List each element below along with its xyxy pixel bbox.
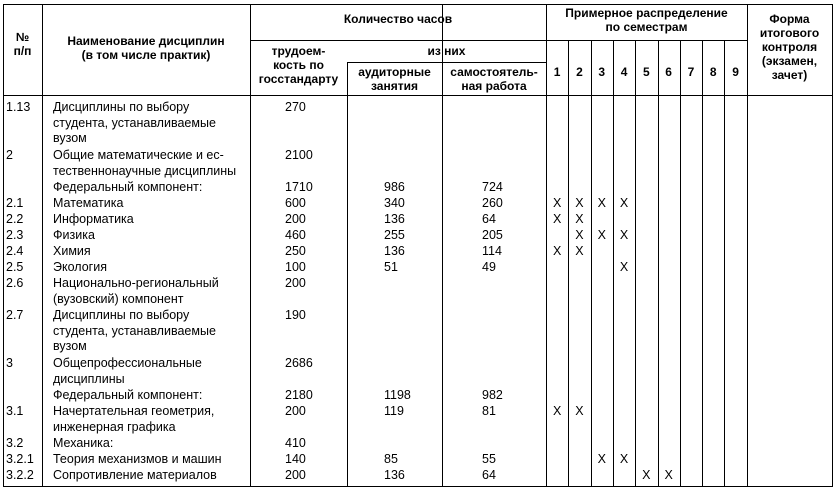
row-self: 55 (482, 452, 496, 466)
semester-mark: X (597, 196, 606, 210)
semester-mark: X (664, 468, 673, 482)
row-labor: 140 (285, 452, 306, 466)
semester-mark: X (575, 212, 584, 226)
row-aud: 1198 (384, 388, 411, 402)
row-name: студента, устанавливаемые (53, 115, 216, 130)
column-divider (3, 4, 4, 487)
semester-divider (591, 41, 592, 487)
table-bottom-border (3, 486, 832, 487)
row-labor: 410 (285, 436, 306, 450)
semester-mark: X (619, 228, 629, 242)
row-num: 3.1 (6, 404, 24, 418)
row-name: студента, устанавливаемые (53, 323, 216, 338)
row-self: 724 (482, 180, 503, 194)
row-self: 205 (482, 228, 503, 242)
row-labor: 2180 (285, 388, 313, 402)
row-name: Общепрофессиональные (53, 356, 202, 370)
semester-mark: X (575, 228, 584, 242)
row-aud: 255 (384, 228, 405, 242)
header-self: самостоятель- ная работа (450, 65, 538, 93)
row-name: вузом (53, 339, 87, 353)
row-name: Экология (53, 260, 107, 274)
row-num: 3.2 (6, 436, 24, 450)
semester-divider (724, 41, 725, 487)
semester-mark: X (575, 196, 584, 210)
row-name: Механика: (53, 436, 114, 450)
row-aud: 85 (384, 452, 398, 466)
header-aud: аудиторные занятия (358, 65, 431, 93)
row-name: Теория механизмов и машин (53, 452, 222, 466)
of-them-subheader-line (347, 62, 546, 63)
header-control: Форма итогового контроля (экзамен, зачет) (759, 12, 820, 82)
column-divider (347, 63, 348, 487)
row-name: тественнонаучные дисциплины (53, 163, 237, 178)
header-semester-6: 6 (665, 65, 672, 79)
semester-divider (635, 41, 636, 487)
table-top-border (3, 4, 832, 5)
row-labor: 200 (285, 276, 306, 290)
row-name: Дисциплины по выбору (53, 100, 190, 114)
row-labor: 190 (285, 308, 306, 322)
header-bottom-border (3, 95, 832, 96)
semester-mark: X (597, 228, 606, 242)
semester-divider (568, 41, 569, 487)
row-labor: 200 (285, 212, 306, 226)
semester-divider (702, 41, 703, 487)
row-name: вузом (53, 131, 87, 145)
row-name: дисциплины (53, 371, 125, 386)
header-distribution: Примерное распределение по семестрам (565, 6, 728, 34)
header-semester-1: 1 (553, 65, 561, 79)
row-name: (вузовский) компонент (53, 291, 184, 306)
row-num: 3 (6, 356, 13, 370)
header-semester-7: 7 (687, 65, 695, 79)
row-self: 49 (482, 260, 496, 274)
row-labor: 200 (285, 468, 306, 482)
row-num: 3.2.2 (6, 468, 34, 482)
header-semester-9: 9 (732, 65, 739, 79)
header-semester-4: 4 (620, 65, 628, 79)
row-aud: 136 (384, 244, 405, 258)
row-num: 2.3 (6, 228, 24, 242)
row-name: Федеральный компонент: (53, 180, 203, 194)
row-labor: 250 (285, 244, 306, 258)
row-num: 2.7 (6, 308, 24, 322)
semester-mark: X (552, 196, 562, 210)
row-self: 260 (482, 196, 503, 210)
row-num: 2.4 (6, 244, 24, 258)
row-aud: 119 (384, 404, 404, 418)
row-name: Математика (53, 196, 124, 210)
row-aud: 51 (384, 260, 398, 274)
row-name: Сопротивление материалов (53, 468, 217, 482)
row-labor: 200 (285, 404, 306, 418)
row-labor: 460 (285, 228, 306, 242)
semester-mark: X (619, 260, 629, 274)
row-name: Химия (53, 244, 91, 258)
header-semester-8: 8 (709, 65, 717, 79)
row-name: Федеральный компонент: (53, 388, 203, 402)
semester-mark: X (597, 452, 606, 466)
semester-mark: X (619, 452, 629, 466)
row-num: 2.5 (6, 260, 24, 274)
semester-mark: X (575, 244, 584, 258)
row-name: Общие математические и ес- (53, 148, 224, 162)
row-self: 982 (482, 388, 503, 402)
header-semester-5: 5 (642, 65, 650, 79)
row-num: 3.2.1 (6, 452, 34, 466)
semester-mark: X (552, 244, 562, 258)
hours-subheader-line (250, 40, 546, 41)
header-of-them: из них (427, 44, 466, 58)
row-name: инженерная графика (53, 419, 176, 434)
semester-mark: X (575, 404, 584, 418)
row-name: Национально-региональный (53, 276, 219, 290)
row-num: 2.2 (6, 212, 24, 226)
row-name: Информатика (53, 212, 134, 226)
semester-mark: X (552, 404, 562, 418)
semester-divider (658, 41, 659, 487)
row-aud: 986 (384, 180, 405, 194)
row-num: 2 (6, 148, 13, 162)
row-name: Дисциплины по выбору (53, 308, 190, 322)
semester-divider (680, 41, 681, 487)
row-num: 2.1 (6, 196, 24, 210)
header-semester-2: 2 (576, 65, 583, 79)
header-num: № п/п (13, 30, 32, 58)
row-num: 2.6 (6, 276, 24, 290)
header-hours: Количество часов (343, 12, 453, 26)
row-self: 114 (482, 244, 502, 258)
header-semester-3: 3 (598, 65, 606, 79)
row-num: 1.13 (6, 100, 31, 114)
semester-mark: X (619, 196, 629, 210)
column-divider (832, 4, 833, 487)
row-aud: 136 (384, 212, 405, 226)
row-labor: 1710 (285, 180, 313, 194)
row-labor: 2100 (285, 148, 313, 162)
header-name: Наименование дисциплин (в том числе практик) (67, 34, 225, 62)
semester-mark: X (552, 212, 562, 226)
distribution-subheader-line (546, 40, 747, 41)
header-labor: трудоем- кость по госстандарту (258, 44, 339, 86)
row-aud: 136 (384, 468, 405, 482)
semester-mark: X (642, 468, 651, 482)
row-self: 64 (482, 468, 496, 482)
row-aud: 340 (384, 196, 405, 210)
row-name: Физика (53, 228, 95, 242)
row-labor: 2686 (285, 356, 313, 370)
row-self: 64 (482, 212, 496, 226)
row-labor: 600 (285, 196, 306, 210)
row-name: Начертательная геометрия, (53, 404, 215, 418)
row-self: 81 (482, 404, 496, 418)
row-labor: 100 (285, 260, 306, 274)
row-labor: 270 (285, 100, 306, 114)
